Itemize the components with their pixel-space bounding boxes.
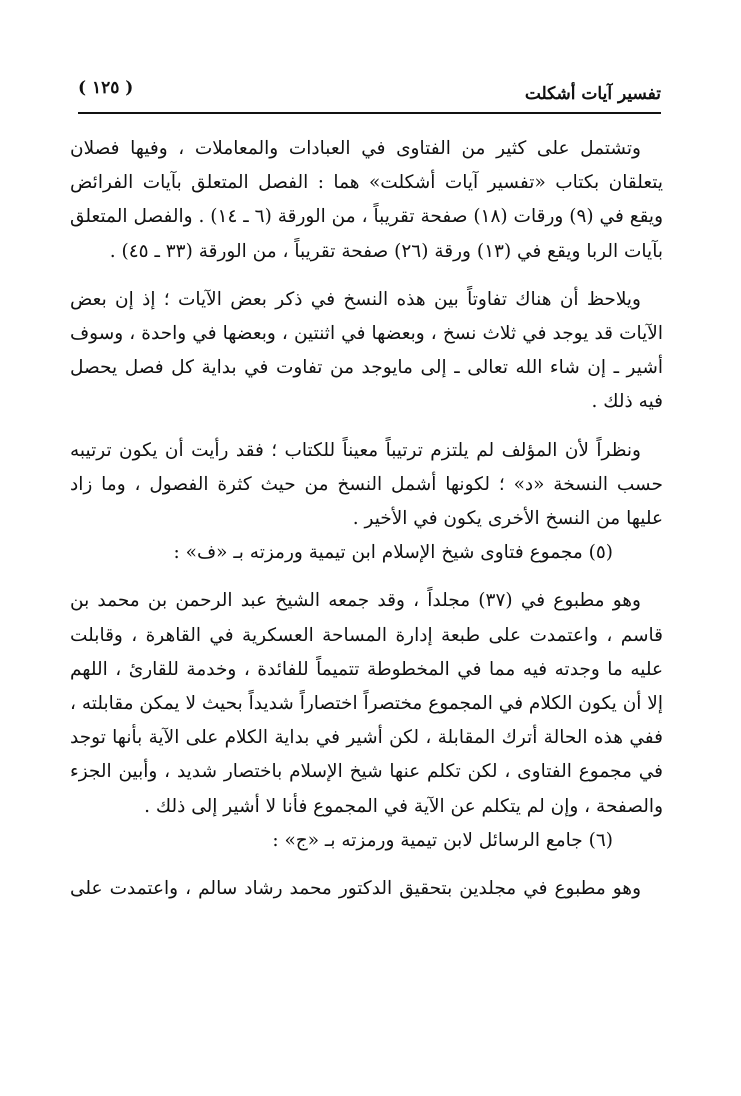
page-header — [78, 76, 661, 116]
running-title: تفسير آيات أشكلت — [524, 84, 661, 104]
paragraph-manuscript-description: وتشتمل على كثير من الفتاوى في العبادات والمعاملات ، وفيها فصلان يتعلقان بكتاب «تفسير آيات أشكلت» هما : الفصل المتعلق بآيات الفرائض ويقع في (٩) ورقات (١٨) صفحة تقريباً ، من الورقة (٦ ـ ١٤) . والفصل المتعلق بآيات الربا ويقع في (١٣) ورقة (٢٦) صفحة تقريباً ، من الورقة (٣٣ ـ ٤٥) . — [70, 138, 664, 262]
page-body — [70, 132, 663, 906]
header-rule — [78, 112, 661, 114]
paragraph-ordering: ونظراً لأن المؤلف لم يلتزم ترتيباً معيناً للكتاب ؛ فقد رأيت أن يكون ترتيبه حسب النسخة «د» ؛ لكونها أشمل النسخ من حيث كثرة الفصول ، وما زاد عليها من النسخ الأخرى يكون في الأخير . — [70, 439, 663, 530]
section-heading-majmu-fatawa: (٥) مجموع فتاوى شيخ الإسلام ابن تيمية ورمزته بـ «ف» : — [173, 542, 613, 564]
paragraph-majmu-fatawa: وهو مطبوع في (٣٧) مجلداً ، وقد جمعه الشيخ عبد الرحمن بن محمد بن قاسم ، واعتمدت على طبعة إدارة المساحة العسكرية في القاهرة ، وقابلت عليه ما وجدته فيه مما في المخطوطة تتميماً للفائدة ، وخدمة للقارئ ، اللهم إلا أن يكون الكلام في المجموع مختصراً اختصاراً شديداً بحيث لا يمكن مقابلته ، ففي هذه الحالة أترك المقابلة ، لكن أشير في بداية الكلام على الآية بأنها توجد في مجموع الفتاوى ، لكن تكلم عنها شيخ الإسلام باختصار شديد ، وأبين الجزء والصفحة ، وإن لم يتكلم عن الآية في المجموع فأنا لا أشير إلى ذلك . — [70, 590, 663, 817]
paragraph-copies-differences: ويلاحظ أن هناك تفاوتاً بين هذه النسخ في ذكر بعض الآيات ؛ إذ إن بعض الآيات قد يوجد في ثلاث نسخ ، وبعضها في اثنتين ، وبعضها في واحدة ، وسوف أشير ـ إن شاء الله تعالى ـ إلى مايوجد من تفاوت في بداية كل فصل يحصل فيه ذلك . — [70, 288, 663, 413]
section-heading-jami-rasail: (٦) جامع الرسائل لابن تيمية ورمزته بـ «ج» : — [272, 829, 613, 851]
paragraph-jami-rasail: وهو مطبوع في مجلدين بتحقيق الدكتور محمد رشاد سالم ، واعتمدت على — [70, 878, 641, 900]
page-number: ( ١٢٥ ) — [78, 78, 134, 98]
